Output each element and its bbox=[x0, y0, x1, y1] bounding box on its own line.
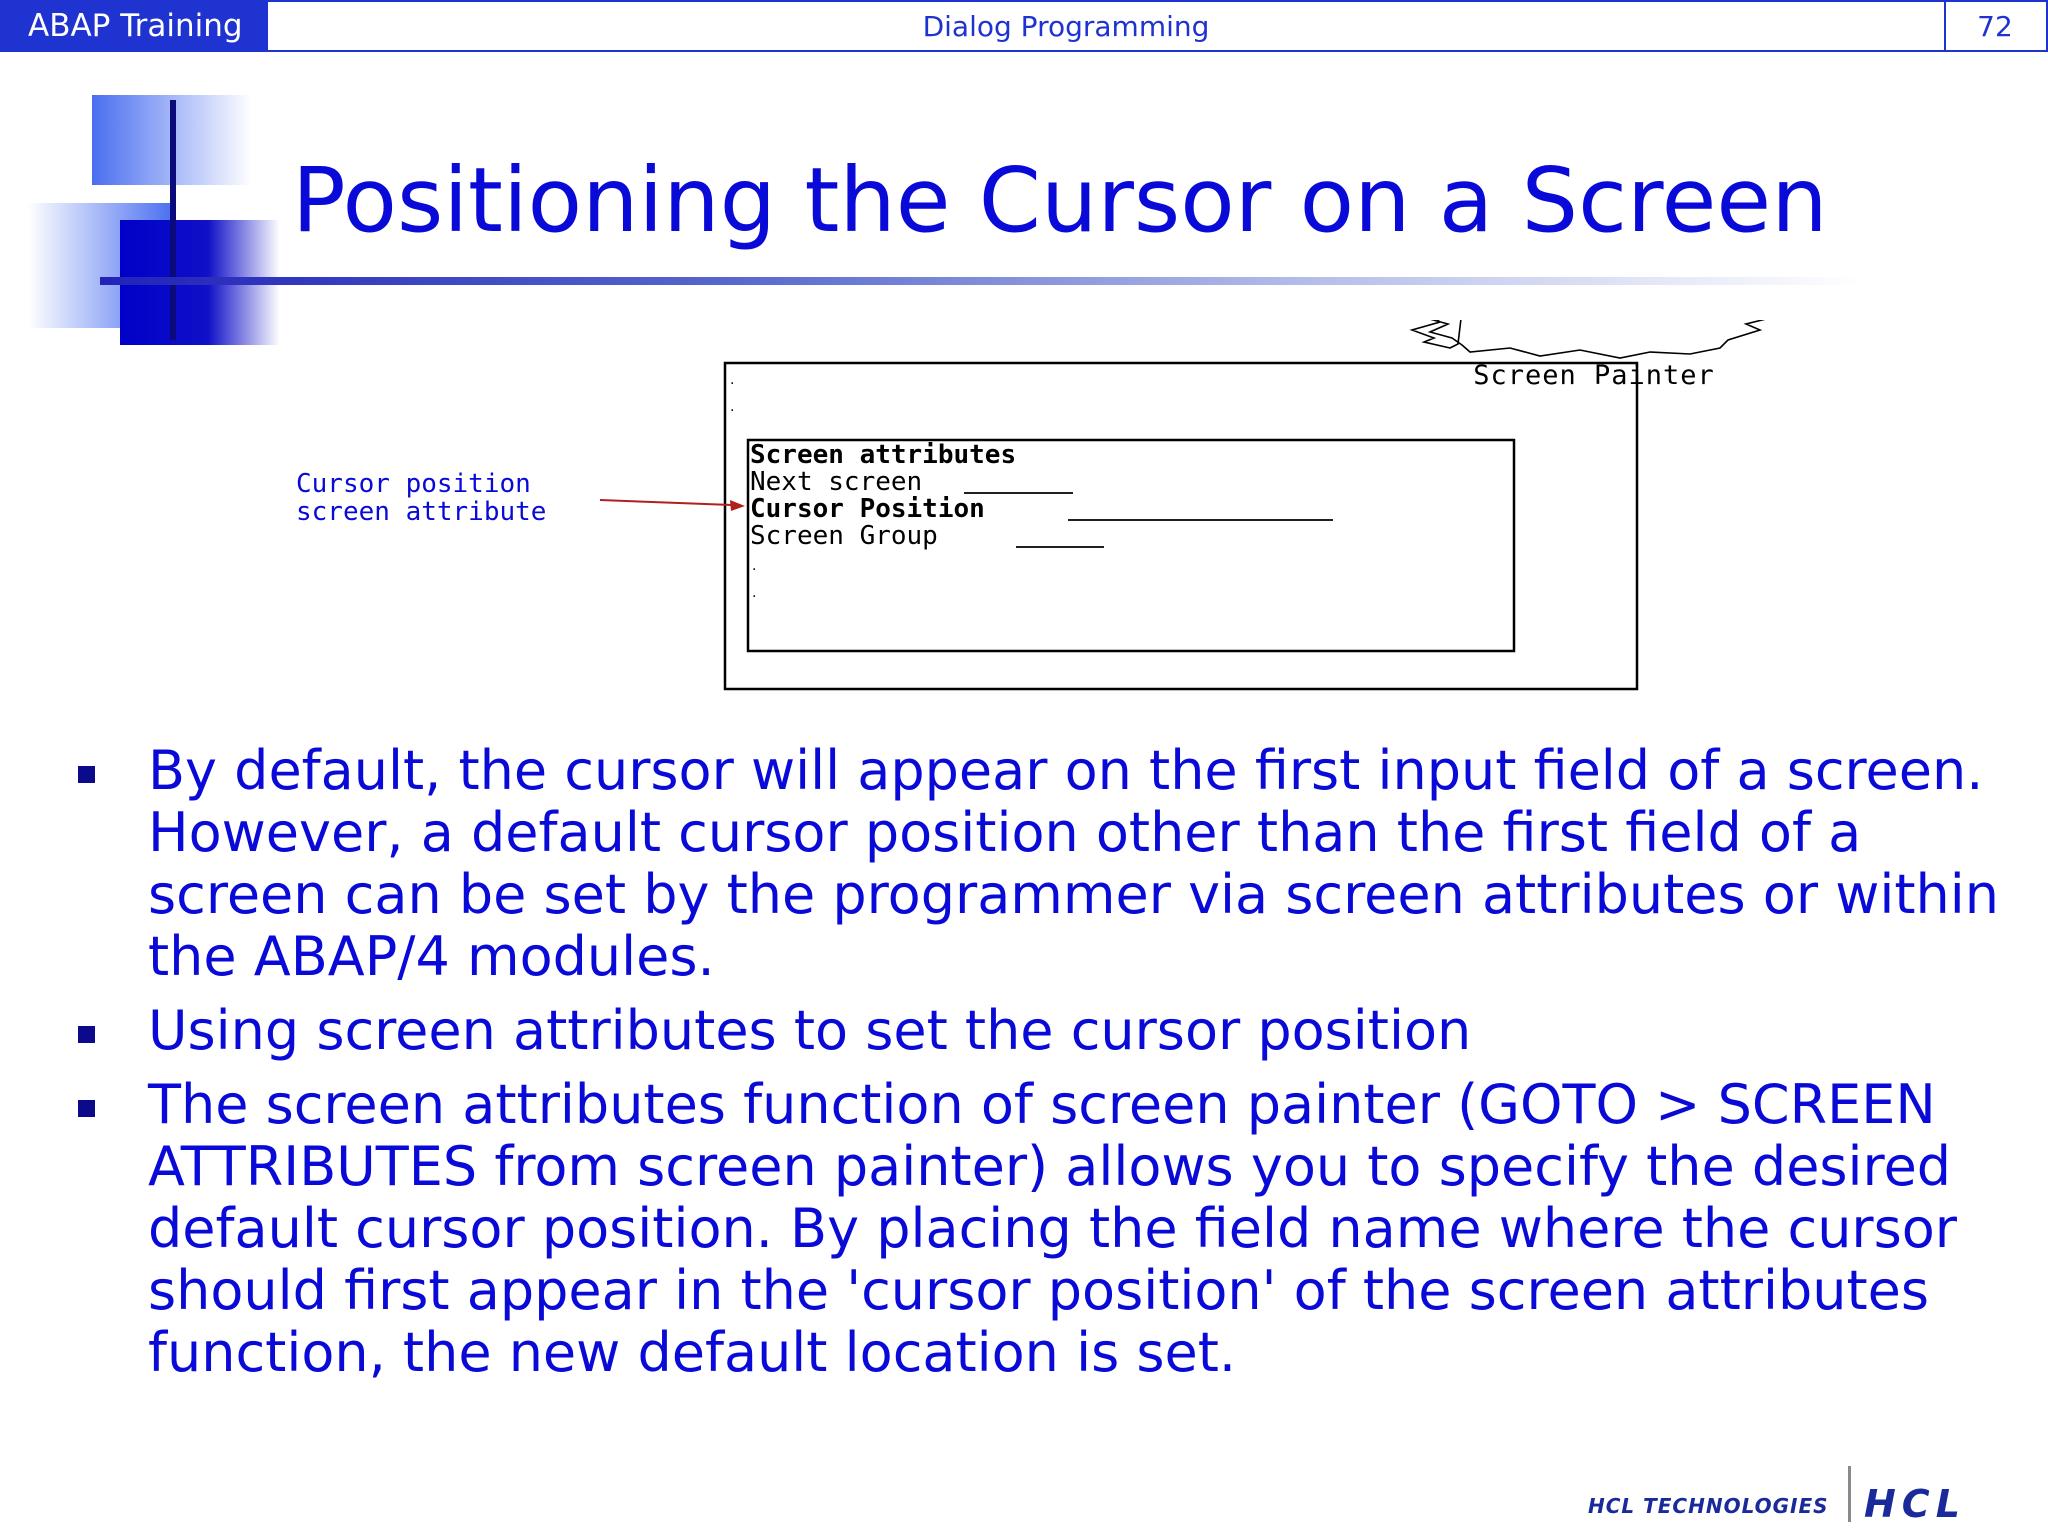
bullet-square-icon bbox=[78, 1100, 95, 1117]
slide-title: Positioning the Cursor on a Screen bbox=[292, 148, 1828, 252]
hcl-logo: HCL bbox=[1864, 1482, 1966, 1526]
slide-header bbox=[0, 0, 2048, 52]
bullet-text: The screen attributes function of screen painter (GOTO > SCREEN ATTRIBUTES from screen painter) allows you to specify the desired default cursor position. By placing the field name where the cursor should first appear in the 'cursor position' of the screen attributes function, the new default location is set. bbox=[148, 1073, 1957, 1384]
title-decoration bbox=[0, 95, 300, 345]
bullet-square-icon bbox=[78, 766, 95, 783]
bullet-square-icon bbox=[78, 1026, 95, 1043]
section-title-text: Dialog Programming bbox=[922, 9, 1210, 43]
panel-dot: . bbox=[752, 585, 757, 601]
callout-arrow-head bbox=[730, 500, 745, 511]
bullet-item bbox=[70, 1074, 2000, 1384]
field-next-screen: Next screen bbox=[750, 467, 923, 497]
title-underline bbox=[100, 277, 1860, 285]
bullet-text: Using screen attributes to set the cursor position bbox=[148, 999, 1472, 1062]
field-screen-group: Screen Group bbox=[750, 521, 938, 551]
page-number: 72 bbox=[1944, 0, 2048, 52]
field-cursor-position: Cursor Position bbox=[750, 494, 985, 524]
deco-line-vertical bbox=[170, 100, 176, 340]
section-title bbox=[266, 0, 1946, 52]
frame-dot: . bbox=[730, 372, 735, 388]
screen-painter-label: Screen Painter bbox=[1473, 360, 1715, 391]
screen-painter-badge bbox=[1412, 320, 1774, 358]
screen-painter-diagram bbox=[0, 320, 2048, 700]
bullet-list bbox=[70, 740, 2000, 1396]
footer-divider bbox=[1848, 1466, 1851, 1522]
panel-title: Screen attributes bbox=[750, 440, 1017, 470]
panel-dot: . bbox=[752, 558, 757, 574]
bullet-item bbox=[70, 740, 2000, 988]
callout-arrow-line bbox=[600, 500, 732, 505]
frame-dot: . bbox=[730, 399, 735, 415]
course-title: ABAP Training bbox=[0, 0, 266, 52]
bullet-item bbox=[70, 1000, 2000, 1062]
callout-line-2: screen attribute bbox=[296, 497, 547, 527]
bullet-text: By default, the cursor will appear on the first input field of a screen. However, a default cursor position other than the first field of a screen can be set by the programmer via screen attributes or within the ABAP/4 modules. bbox=[148, 739, 2000, 988]
callout-line-1: Cursor position bbox=[296, 469, 531, 499]
footer-logo bbox=[1578, 1466, 2048, 1536]
company-name: HCL TECHNOLOGIES bbox=[1588, 1494, 1829, 1518]
